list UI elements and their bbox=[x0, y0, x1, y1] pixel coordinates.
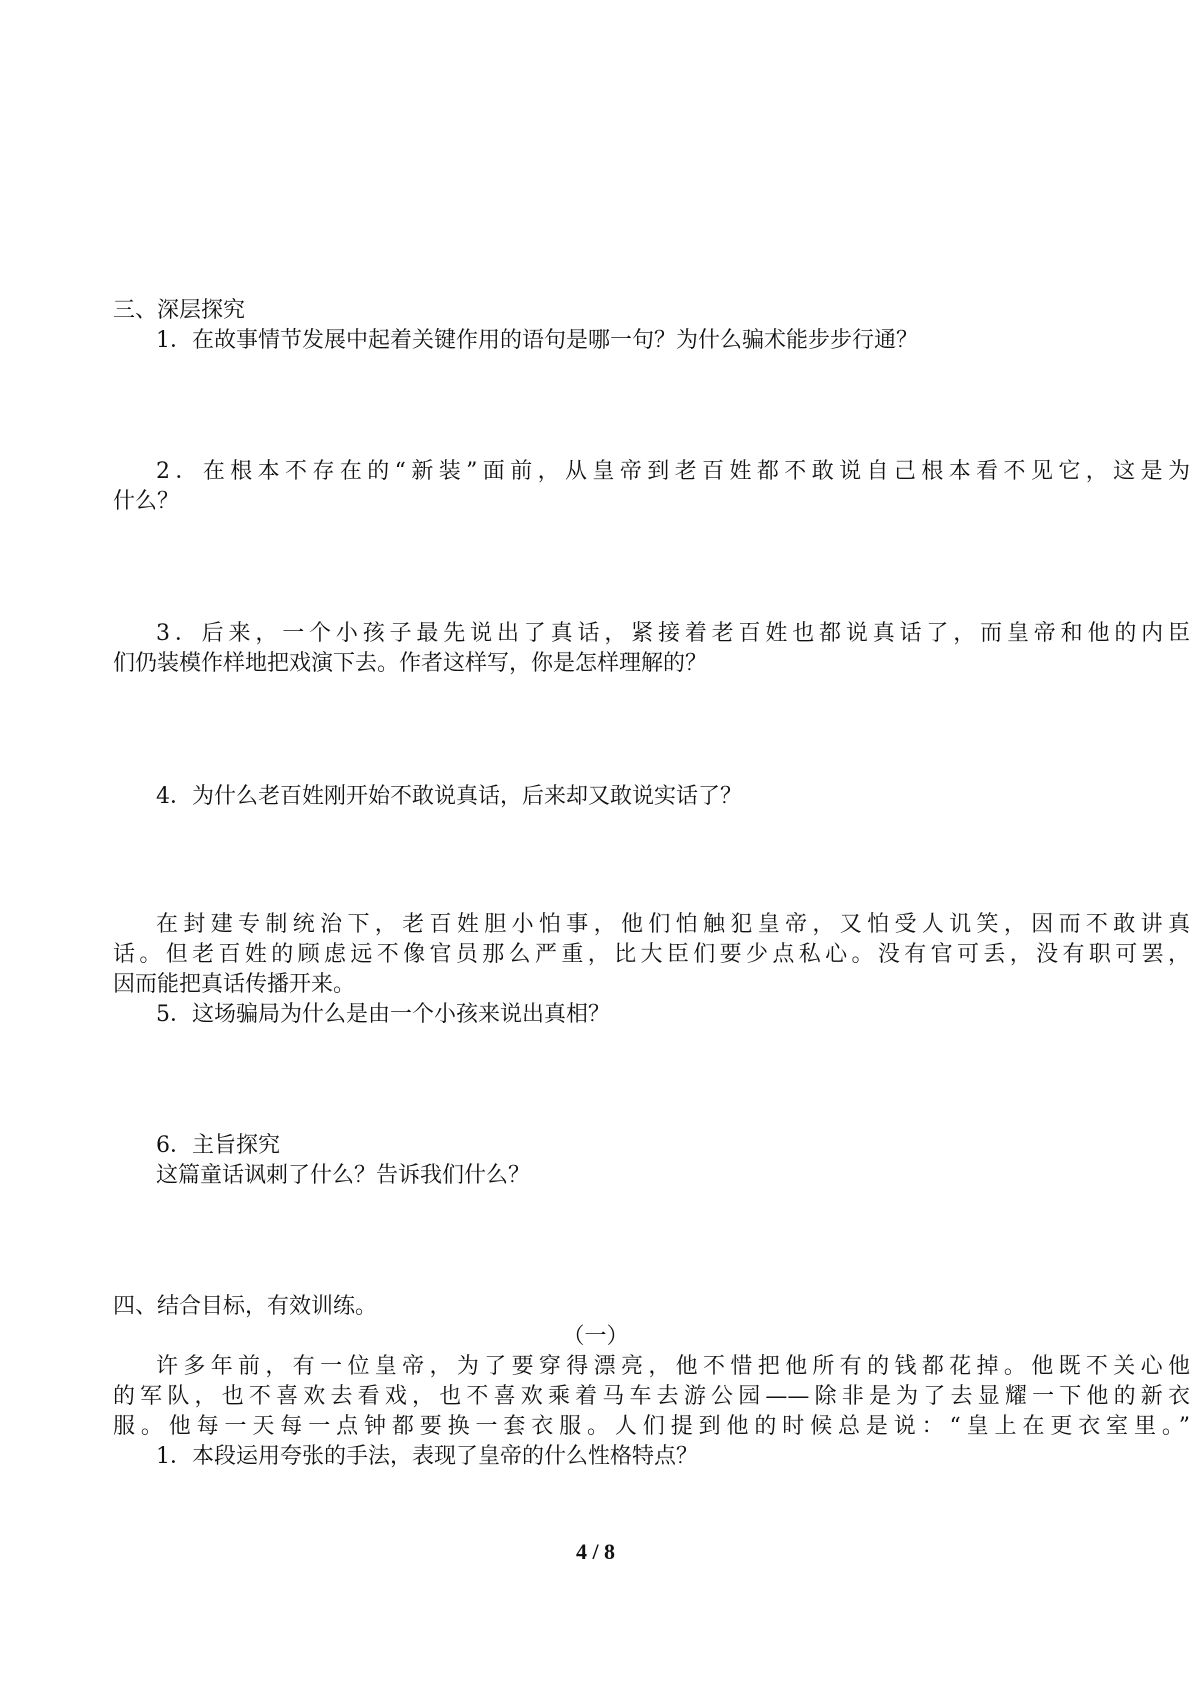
passage-line-2: 的军队，也不喜欢去看戏，也不喜欢乘着马车去游公园——除非是为了去显耀一下他的新衣 bbox=[113, 1384, 1190, 1409]
question-1: 1．在故事情节发展中起着关键作用的语句是哪一句？为什么骗术能步步行通？ bbox=[156, 328, 918, 353]
answer-4-line-2: 话。但老百姓的顾虑远不像官员那么严重，比大臣们要少点私心。没有官可丢，没有职可罢， bbox=[113, 942, 1190, 967]
exercise-question-1: 1．本段运用夸张的手法，表现了皇帝的什么性格特点？ bbox=[156, 1444, 698, 1469]
question-3-line-2: 们仍装模作样地把戏演下去。作者这样写，你是怎样理解的？ bbox=[113, 651, 708, 676]
question-6: 这篇童话讽刺了什么？告诉我们什么？ bbox=[156, 1163, 531, 1188]
answer-4-line-1: 在封建专制统治下，老百姓胆小怕事，他们怕触犯皇帝，又怕受人讥笑，因而不敢讲真 bbox=[156, 912, 1190, 937]
question-3-line-1: 3．后来，一个小孩子最先说出了真话，紧接着老百姓也都说真话了，而皇帝和他的内臣 bbox=[156, 621, 1190, 646]
question-5: 5．这场骗局为什么是由一个小孩来说出真相？ bbox=[156, 1002, 610, 1027]
question-4: 4．为什么老百姓刚开始不敢说真话，后来却又敢说实话了？ bbox=[156, 784, 742, 809]
question-2-line-1: 2．在根本不存在的“新装”面前，从皇帝到老百姓都不敢说自己根本看不见它，这是为 bbox=[156, 459, 1190, 484]
section-3-heading: 三、深层探究 bbox=[113, 298, 246, 323]
part-label: （一） bbox=[562, 1324, 629, 1349]
passage-line-3: 服。他每一天每一点钟都要换一套衣服。人们提到他的时候总是说：“皇上在更衣室里。” bbox=[113, 1414, 1190, 1439]
page-number: 4 / 8 bbox=[575, 1539, 616, 1564]
passage-line-1: 许多年前，有一位皇帝，为了要穿得漂亮，他不惜把他所有的钱都花掉。他既不关心他 bbox=[156, 1354, 1190, 1379]
question-6-title: 6．主旨探究 bbox=[156, 1133, 280, 1158]
section-4-heading: 四、结合目标，有效训练。 bbox=[113, 1294, 378, 1319]
question-2-line-2: 什么？ bbox=[113, 489, 180, 514]
answer-4-line-3: 因而能把真话传播开来。 bbox=[113, 972, 356, 997]
